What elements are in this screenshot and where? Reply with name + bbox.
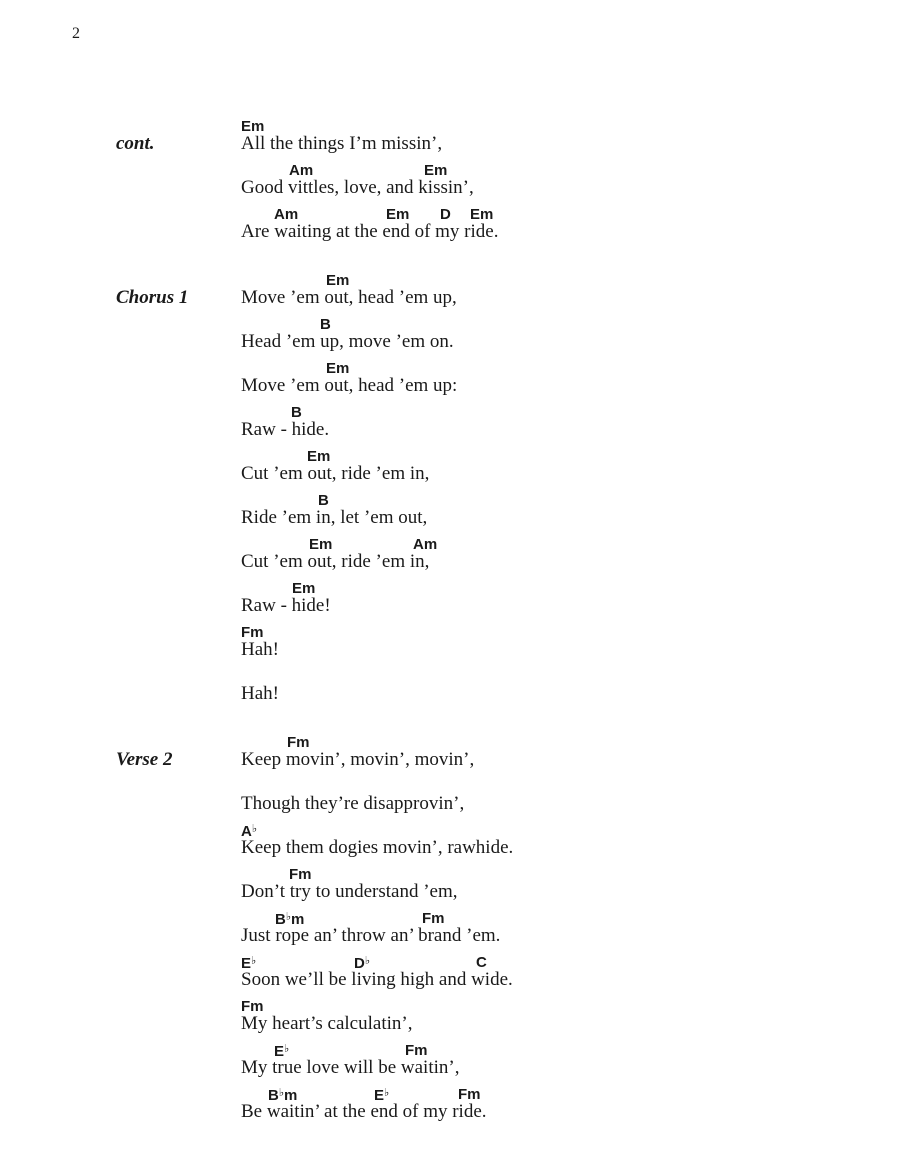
lyric-line: Hah!	[241, 639, 279, 660]
chord-em: Em	[424, 162, 448, 179]
chord-fm: Fm	[458, 1086, 481, 1103]
chord-em: Em	[307, 448, 331, 465]
lyric-line: Are waiting at the end of my ride.	[241, 221, 499, 242]
chord-fm: Fm	[422, 910, 445, 927]
lyric-line: Cut ’em out, ride ’em in,	[241, 463, 430, 484]
chord-fm: Fm	[405, 1042, 428, 1059]
lyric-line: Raw - hide.	[241, 419, 330, 440]
lyric-line: Ride ’em in, let ’em out,	[241, 507, 428, 528]
lyric-line: Raw - hide!	[241, 595, 331, 616]
chord-am: Am	[274, 206, 299, 223]
lyric-line: Cut ’em out, ride ’em in,	[241, 551, 430, 572]
section-label-cont: cont.	[116, 133, 155, 154]
chord-e-flat: E♭	[374, 1087, 390, 1104]
chord-em: Em	[326, 272, 350, 289]
chord-em: Em	[326, 360, 350, 377]
section-label-verse-2: Verse 2	[116, 749, 173, 770]
lyric-line: My true love will be waitin’,	[241, 1057, 460, 1078]
lyric-line: Good vittles, love, and kissin’,	[241, 177, 474, 198]
lyric-line: Be waitin’ at the end of my ride.	[241, 1101, 487, 1122]
chord-fm: Fm	[287, 734, 310, 751]
lyric-line: Keep them dogies movin’, rawhide.	[241, 837, 514, 858]
chord-em: Em	[241, 118, 265, 135]
chord-b-flat-m: B♭m	[275, 911, 305, 928]
chord-em: Em	[386, 206, 410, 223]
chord-b: B	[318, 492, 329, 509]
chord-e-flat: E♭	[241, 955, 257, 972]
chord-d: D	[440, 206, 451, 223]
chord-a-flat: A♭	[241, 823, 258, 840]
chord-b: B	[291, 404, 302, 421]
lyric-line: Head ’em up, move ’em on.	[241, 331, 454, 352]
lyric-line: Don’t try to understand ’em,	[241, 881, 458, 902]
section-label-chorus-1: Chorus 1	[116, 287, 189, 308]
lyric-line: Move ’em out, head ’em up:	[241, 375, 458, 396]
lyric-line: Keep movin’, movin’, movin’,	[241, 749, 475, 770]
chord-b: B	[320, 316, 331, 333]
lyric-line: Move ’em out, head ’em up,	[241, 287, 457, 308]
lyric-line: Though they’re disapprovin’,	[241, 793, 465, 814]
chord-e-flat: E♭	[274, 1043, 290, 1060]
lyric-line: All the things I’m missin’,	[241, 133, 443, 154]
lyric-line: Soon we’ll be living high and wide.	[241, 969, 513, 990]
page-number: 2	[72, 25, 80, 42]
chord-em: Em	[292, 580, 316, 597]
chord-b-flat-m: B♭m	[268, 1087, 298, 1104]
lyric-line: Just rope an’ throw an’ brand ’em.	[241, 925, 501, 946]
lyric-line: My heart’s calculatin’,	[241, 1013, 413, 1034]
chord-am: Am	[413, 536, 438, 553]
chord-fm: Fm	[241, 998, 264, 1015]
chord-fm: Fm	[289, 866, 312, 883]
lyric-line: Hah!	[241, 683, 279, 704]
chord-d-flat: D♭	[354, 955, 371, 972]
chord-em: Em	[470, 206, 494, 223]
chord-c: C	[476, 954, 487, 971]
chord-fm: Fm	[241, 624, 264, 641]
chord-em: Em	[309, 536, 333, 553]
chord-am: Am	[289, 162, 314, 179]
